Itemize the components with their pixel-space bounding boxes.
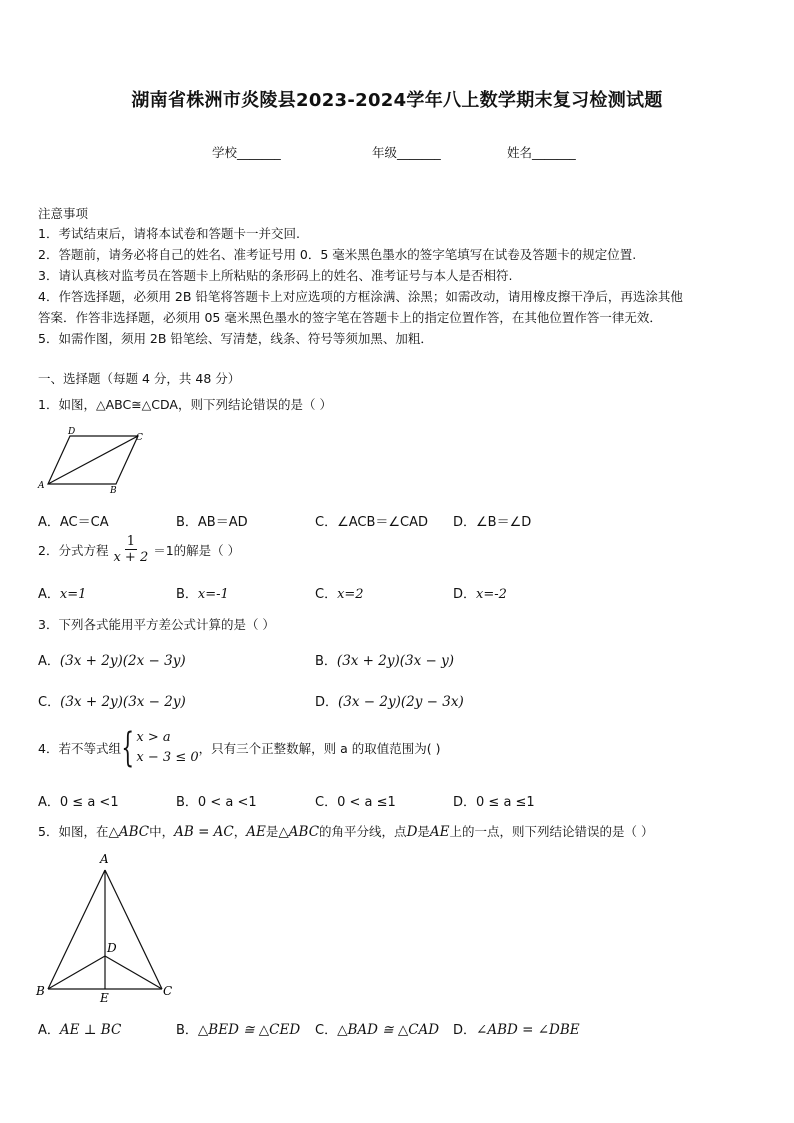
q2-fraction [111, 534, 150, 565]
q3-option-d: D．(3x − 2y)(2y − 3x) [315, 694, 464, 710]
q4-option-c: C．0 < a ≤1 [315, 795, 396, 810]
q1-option-c: C．∠ACB＝∠CAD [315, 515, 429, 530]
q2-option-b: B．x=-1 [176, 587, 229, 602]
q5-triangle-figure [34, 850, 184, 1008]
page-title: 湖南省株洲市炎陵县2023-2024学年八上数学期末复习检测试题 [131, 90, 663, 111]
q4-option-a: A．0 ≤ a <1 [38, 795, 119, 810]
q4-option-d: D．0 ≤ a ≤1 [453, 795, 535, 810]
notice-item: 2．答题前，请务必将自己的姓名、准考证号用 0．5 毫米黑色墨水的签字笔填写在试卷及答题卡的规定位置. [38, 247, 637, 262]
q5-option-b: B．△BED ≅ △CED [176, 1022, 301, 1038]
grade-field: 年级_______ [372, 145, 441, 160]
q3-option-b: B．(3x + 2y)(3x − y) [315, 653, 455, 669]
label-d: D [107, 941, 117, 955]
notice-item: 1．考试结束后，请将本试卷和答题卡一并交回. [38, 226, 300, 241]
label-a: A [38, 481, 45, 491]
label-c: C [163, 984, 173, 998]
q5-option-a: A．AE ⊥ BC [38, 1022, 122, 1038]
q4-inequality-1: x > a [136, 730, 171, 745]
q2-prefix: 2．分式方程 [38, 542, 109, 558]
q4-inequality-2: x − 3 ≤ 0 [136, 750, 199, 765]
brace-icon: { [121, 725, 135, 771]
q5-option-c: C．△BAD ≅ △CAD [315, 1022, 440, 1038]
question-4-stem [38, 725, 441, 771]
notice-item: 3．请认真核对监考员在答题卡上所粘贴的条形码上的姓名、准考证号与本人是否相符. [38, 268, 513, 283]
q1-option-a: A．AC＝CA [38, 515, 109, 530]
school-field: 学校_______ [212, 145, 281, 160]
q2-suffix: ＝1的解是（ ） [153, 542, 241, 558]
q3-option-c: C．(3x + 2y)(3x − 2y) [38, 694, 186, 710]
name-field: 姓名_______ [507, 145, 576, 160]
q1-parallelogram-figure [36, 424, 156, 496]
notice-item: 5．如需作图，须用 2B 铅笔绘、写清楚，线条、符号等须加黑、加粗． [38, 331, 433, 346]
q2-denominator: x + 2 [113, 550, 149, 565]
question-3-stem: 3．下列各式能用平方差公式计算的是（ ） [38, 617, 275, 632]
q1-option-b: B．AB＝AD [176, 515, 248, 530]
q2-numerator: 1 [126, 534, 135, 549]
q2-option-d: D．x=-2 [453, 587, 507, 602]
label-e: E [100, 991, 109, 1005]
q5-option-d: D．∠ABD = ∠DBE [453, 1022, 580, 1038]
question-5-stem: 5．如图，在△ABC中，AB = AC，AE是△ABC的角平分线，点D是AE上的一点，则下列结论错误的是（ ） [38, 824, 654, 840]
q2-option-c: C．x=2 [315, 587, 364, 602]
label-a: A [100, 852, 109, 866]
q3-option-a: A．(3x + 2y)(2x − 3y) [38, 653, 186, 669]
q2-option-a: A．x=1 [38, 587, 87, 602]
notice-heading: 注意事项 [38, 206, 89, 221]
label-c: C [136, 433, 143, 443]
notice-item: 4．作答选择题，必须用 2B 铅笔将答题卡上对应选项的方框涂满、涂黑；如需改动，请用橡皮擦干净后，再选涂其他 [38, 289, 683, 304]
q4-option-b: B．0 < a <1 [176, 795, 257, 810]
label-b: B [110, 486, 117, 496]
notice-item: 答案．作答非选择题，必须用 05 毫米黑色墨水的签字笔在答题卡上的指定位置作答，在其他位置作答一律无效． [38, 310, 662, 325]
question-1-stem: 1．如图，△ABC≅△CDA，则下列结论错误的是（ ） [38, 397, 332, 412]
q1-option-d: D．∠B＝∠D [453, 515, 532, 530]
q4-inequality-system [136, 728, 198, 768]
label-b: B [36, 984, 45, 998]
section-heading: 一、选择题（每题 4 分，共 48 分） [38, 371, 241, 386]
question-2-stem [38, 534, 240, 565]
label-d: D [68, 427, 76, 437]
q4-prefix: 4．若不等式组 [38, 741, 121, 756]
q4-suffix: ，只有三个正整数解，则 a 的取值范围为( ) [198, 741, 441, 756]
